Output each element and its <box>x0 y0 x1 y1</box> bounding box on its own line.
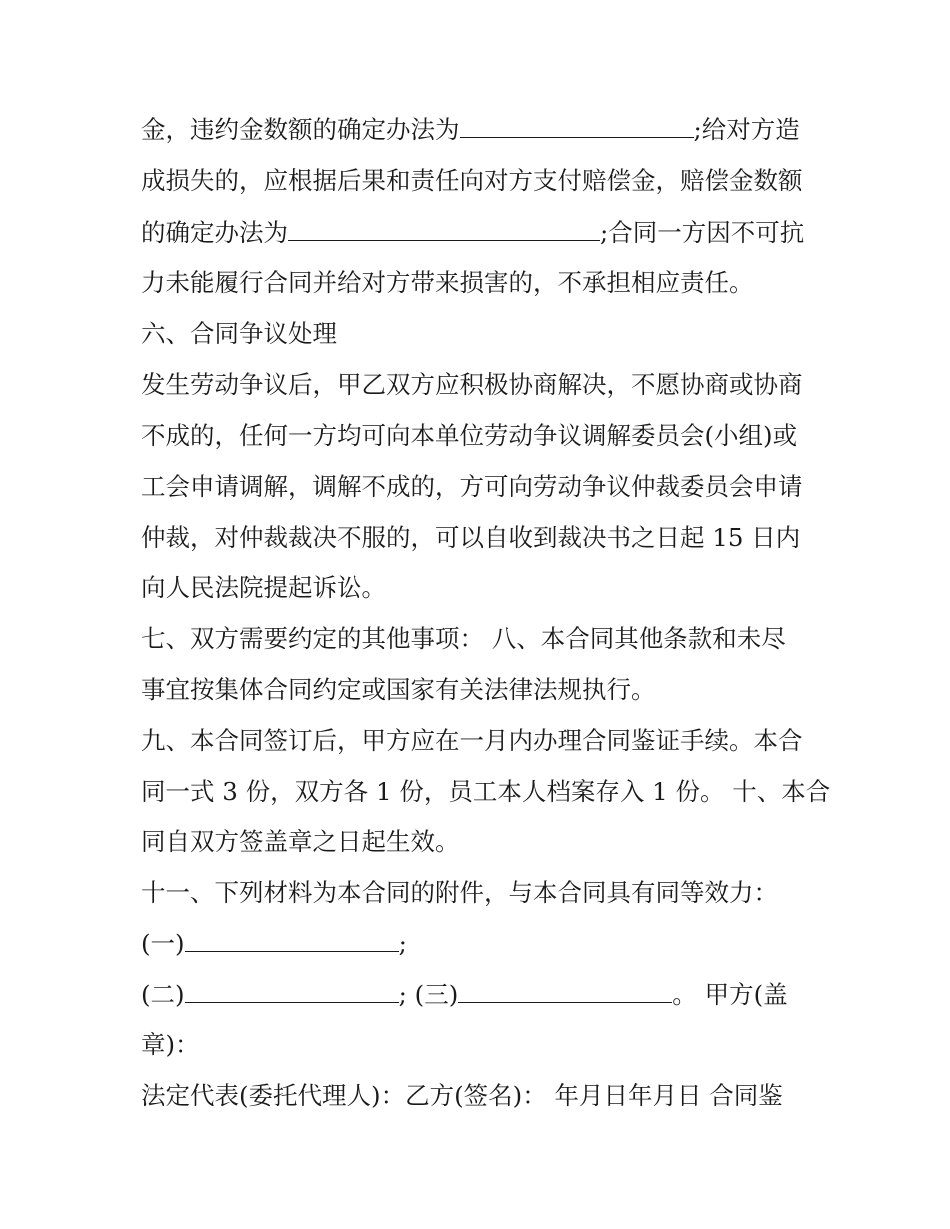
fill-in-blank <box>458 980 672 1003</box>
text-line-4: 力未能履行合同并给对方带来损害的，不承担相应责任。 <box>141 268 754 297</box>
text-line-7: 不成的，任何一方均可向本单位劳动争议调解委员会(小组)或 <box>141 421 798 450</box>
text-line-6: 发生劳动争议后，甲乙双方应积极协商解决，不愿协商或协商 <box>141 370 803 399</box>
signature-line: 法定代表(委托代理人)：乙方(签名)： 年月日年月日 合同鉴 <box>141 1081 783 1110</box>
text-line-2: 成损失的，应根据后果和责任向对方支付赔偿金，赔偿金数额 <box>141 166 803 195</box>
attachment-item-2-3: (二) ; (三) 。 甲方(盖 <box>141 980 788 1009</box>
section-heading-11: 十一、下列材料为本合同的附件，与本合同具有同等效力： <box>141 878 778 907</box>
text-line-10: 向人民法院提起诉讼。 <box>141 573 386 602</box>
section-heading-7-8: 七、双方需要约定的其他事项： 八、本合同其他条款和未尽 <box>141 624 786 653</box>
fill-in-blank <box>185 980 399 1003</box>
text-line-3: 的确定办法为 ;合同一方因不可抗 <box>141 218 805 247</box>
fill-in-blank <box>460 115 694 138</box>
text-line-14: 同一式 3 份，双方各 1 份，员工本人档案存入 1 份。 十、本合 <box>141 777 831 806</box>
fill-in-blank <box>288 218 600 241</box>
text-line-9: 仲裁，对仲裁裁决不服的，可以自收到裁决书之日起 15 日内 <box>141 523 801 552</box>
text-line-1: 金，违约金数额的确定办法为 ;给对方造 <box>141 115 800 144</box>
section-heading-9: 九、本合同签订后，甲方应在一月内办理合同鉴证手续。本合 <box>141 726 803 755</box>
text-line-19: 章)： <box>141 1030 200 1059</box>
attachment-item-1: (一) ; <box>141 929 407 958</box>
fill-in-blank <box>185 929 399 952</box>
text-line-8: 工会申请调解，调解不成的，方可向劳动争议仲裁委员会申请 <box>141 472 803 501</box>
section-heading-6: 六、合同争议处理 <box>141 319 337 348</box>
text-line-15: 同自双方签盖章之日起生效。 <box>141 827 460 856</box>
text-line-12: 事宜按集体合同约定或国家有关法律法规执行。 <box>141 675 656 704</box>
